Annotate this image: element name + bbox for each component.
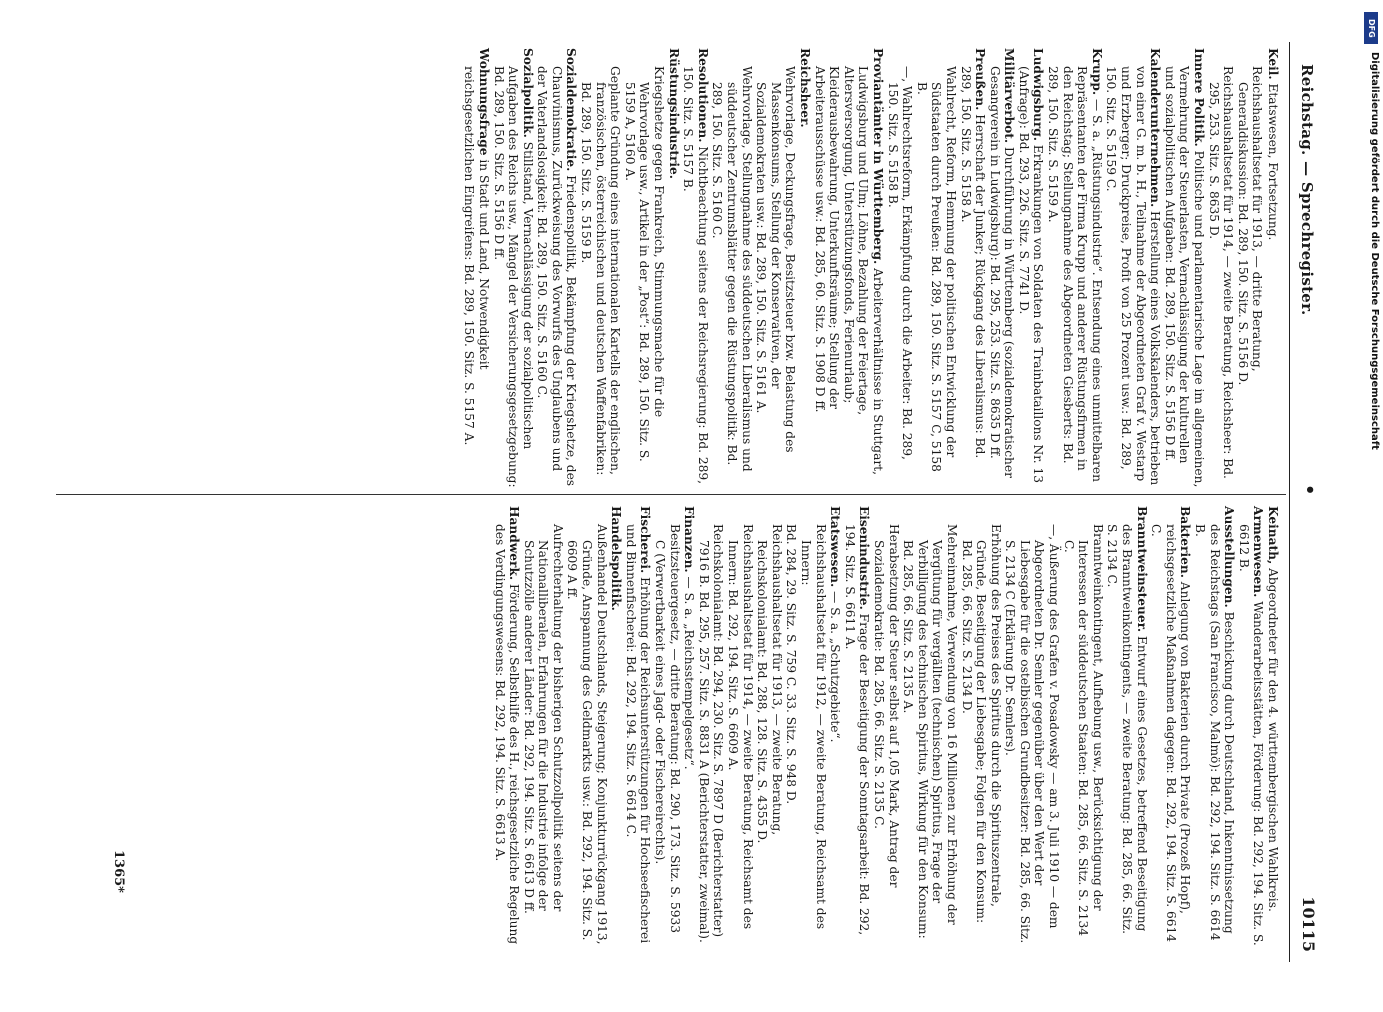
entry-text: Entwurf eines Gesetzes, betreffend Beseitigung des Branntweinkontingents, — zweite Beratung: Bd. 285, 66. Sitz. S. 2134 C. [1105, 524, 1149, 935]
register-entry [784, 506, 799, 946]
left-column [462, 48, 1280, 488]
entry-text: Kriegshetze gegen Frankreich, Stimmungsmache für die Wehrvorlage usw., Artikel in der „Post“: Bd. 289, 150. Sitz. S. 5159 A, 5160 A. [622, 66, 667, 462]
entry-keyword: Proviantämter in Württemberg. [870, 48, 885, 265]
register-entry [1265, 48, 1280, 488]
column-divider [56, 494, 1286, 495]
entry-text: Reichshaushaltsetat für 1914, — zweite Beratung, Reichsamt des Innern: Bd. 292, 194. Sitz. S. 6609 A. [726, 524, 755, 930]
footer-number: 1365* [111, 850, 126, 893]
entry-keyword: Armenwesen. [1251, 506, 1266, 598]
right-column [492, 506, 1280, 946]
register-entry [1149, 506, 1193, 946]
entry-text: Reichshaushaltsetat für 1913, — zweite Beratung, Reichskolonialamt: Bd. 288, 128. Sitz. S. 4355 D. [755, 524, 784, 844]
entry-text: Abgeordneter für den 4. württembergischen Wahlkreis. [1266, 564, 1280, 912]
entry-keyword: Innere Politik. [1192, 48, 1207, 147]
header-ornament: • [1299, 484, 1320, 496]
register-entry [725, 506, 754, 946]
entry-keyword: Reichsheer. [798, 48, 812, 128]
entry-text: Beschickung durch Deutschland, Inkenntnissetzung des Reichstags (San Francisco, Malmö): Bd. 292, 194. Sitz. S. 6614 B. [1193, 524, 1237, 941]
register-entry [1003, 506, 1061, 946]
side-strip [1364, 12, 1380, 992]
register-entry [1162, 48, 1206, 488]
rotated-register-page [54, 42, 1324, 962]
entry-keyword: Etatswesen. [828, 506, 843, 588]
entry-text: — S. a. „Rüstungsindustrie“. Entsendung eines unmittelbaren Repräsentanten der Firma Krupp und anderer Rüstungsfirmen in den Reichstag; Stellungnahme des Abgeordneten Giesberts: Bd. 289, 150. Sitz. S. 5159 A. [1046, 66, 1104, 482]
register-entry [682, 506, 697, 946]
register-entry [535, 48, 579, 488]
register-entry [609, 506, 624, 946]
register-entry [958, 48, 987, 488]
entry-keyword: Kalenderunternehmen. [1148, 48, 1163, 208]
entry-keyword: Keil. [1266, 48, 1280, 80]
entry-keyword: Handelspolitik. [609, 506, 624, 611]
register-entry [828, 506, 843, 946]
register-entry [797, 48, 812, 488]
register-entry [959, 506, 1003, 946]
register-entry [666, 48, 681, 488]
entry-keyword: Handwerk. [507, 506, 522, 581]
entry-text: Erhöhung des Preises des Spiritus durch die Spirituszentrale, Gründe, Beseitigung der Liebesgabe; Folgen für den Konsum: Bd. 285, 66. Sitz. S. 2134 D. [959, 524, 1003, 924]
entry-keyword: Preußen. [973, 48, 988, 111]
register-entry [710, 48, 754, 488]
entry-keyword: Sozialdemokratie. [564, 48, 579, 172]
entry-text: Wahlrecht, Reform, Hemmung der politischen Entwicklung der Südstaaten durch Preußen: Bd. 289, 150. Sitz. S. 5157 C, 5158 B. [914, 66, 958, 472]
register-entry [871, 506, 900, 946]
entry-keyword: Sozialpolitik. [520, 48, 535, 138]
register-entry [492, 506, 521, 946]
register-entry [1046, 48, 1104, 488]
entry-keyword: Ausstellungen. [1222, 506, 1237, 608]
funding-note: Digitalisierung gefördert durch die Deutsche Forschungsgemeinschaft [1369, 52, 1380, 450]
register-entry [1236, 506, 1265, 946]
entry-text: Herstellung eines Volkskalenders, betrieben von einer G. m. b. H., Teilnahme der Abgeordneten Graf v. Westarp und Erzberger; Druckpreise, Profit von 25 Prozent usw.: Bd. 289, 150. Sitz. S. 5159 C. [1104, 66, 1163, 486]
entry-keyword: Militärverbot. [1002, 48, 1017, 144]
register-entry [885, 48, 914, 488]
register-entry [1016, 48, 1045, 488]
entry-text: Anlegung von Bakterien durch Private (Prozeß Hopf), reichsgesetzliche Maßnahmen dagegen: Bd. 292, 194. Sitz. S. 6614 C. [1149, 524, 1193, 943]
entry-keyword: Finanzen. [682, 506, 697, 573]
entry-text: — S. a. „Reichsstempelgesetz“. [682, 572, 697, 770]
entry-text: Friedenspolitik, Bekämpfung der Kriegshetze, des Chauvinismus, Zurückweisung des Vorwurfs des Unglaubens und der Vaterlandslosigkeit: Bd. 289, 150. Sitz. S. 5160 C. [535, 66, 579, 487]
entry-keyword: Eisenindustrie. [857, 506, 872, 610]
register-entry [565, 506, 609, 946]
register-entry [1192, 506, 1236, 946]
entry-keyword: Krupp. [1089, 48, 1104, 96]
register-entry [812, 48, 885, 488]
register-entry [754, 48, 798, 488]
register-entry [696, 506, 725, 946]
entry-text: Aufrechterhaltung der bisherigen Schutzzollpolitik seitens der Nationalliberalen, Erfahrungen für die Industrie infolge der Schutzzölle anderer Länder: Bd. 292, 194. Sitz. S. 6613 D ff. [521, 524, 565, 914]
register-entry [681, 48, 710, 488]
entry-text: Reichskolonialamt: Bd. 294, 230. Sitz. S. 7897 D (Berichterstatter) 7916 B. Bd. 295, 257. Sitz. S. 8831 A (Berichterstatter, zweimal). [696, 524, 726, 943]
entry-keyword: Ludwigsburg. [1031, 48, 1046, 142]
entry-text: —, Wahlrechtsreform, Erkämpfung durch die Arbeiter: Bd. 289, 150. Sitz. S. 5158 B. [885, 66, 915, 460]
header-title: Reichstag. — Sprechregister. [1298, 64, 1316, 316]
register-entry [1206, 48, 1235, 488]
entry-text: Besitzsteuergesetz, — dritte Beratung: Bd. 290, 173. Sitz. S. 5933 C (Verwertbarkeit eines Jagd- oder Fischereirechts). [653, 524, 682, 934]
entry-text: Mehreinnahme, Verwendung von 16 Millionen zur Erhöhung der Vergütung für vergällten (technischen) Spiritus, Frage der Verbilligung des technischen Spiritus, Wirkung für den Konsum: Bd. 285, 66. Sitz. S. 2135 A. [901, 524, 959, 939]
register-entry [755, 506, 784, 946]
entry-text: — S. a. „Schutzgebiete“. [828, 587, 843, 743]
entry-text: Förderung, Selbsthilfe des H., reichsgesetzliche Regelung des Verdingungswesens: Bd. 292, 194. Sitz. S. 6613 A. [492, 524, 522, 945]
register-entry [1104, 48, 1162, 488]
entry-text: Erhöhung der Reichsunterstützungen für Hochseefischerei und Binnenfischerei: Bd. 292, 194. Sitz. S. 6614 C. [623, 524, 653, 944]
entry-text: Etatswesen, Fortsetzung. [1266, 79, 1280, 241]
entry-text: Reichshaushaltsetat für 1913, — dritte Beratung, Generaldiskussion: Bd. 289, 150. Sitz. S. 5156 D. [1235, 66, 1265, 386]
register-entry [622, 48, 666, 488]
entry-text: Außenhandel Deutschlands, Steigerung; Konjunkturrückgang 1913, Gründe, Anspannung des Geldmarkts usw.: Bd. 292, 194. Sitz. S. 6609 A ff. [565, 524, 609, 945]
entry-text: Wehrvorlage, Deckungsfrage, Besitzsteuer bzw. Belastung des Massenkonsums, Stellung der Konservativen, der Sozialdemokraten usw.: Bd. 289, 150. Sitz. S. 5161 A. [754, 66, 798, 453]
entry-text: Herrschaft der Junker; Rückgang des Liberalismus: Bd. 289, 150. Sitz. S. 5158 A. [958, 66, 988, 459]
register-entry [579, 48, 623, 488]
page-header [1289, 42, 1324, 962]
register-entry [987, 48, 1016, 488]
entry-text: Reichshaushaltsetat für 1914, — zweite Beratung, Reichsheer: Bd. 295, 253. Sitz. S. 8635 D. [1206, 66, 1236, 479]
entry-text: Politische und parlamentarische Lage im allgemeinen, Vermehrung der Steuerlasten, Vernachlässigung der kulturellen und sozialpolitischen Aufgaben: Bd. 289, 150. Sitz. S. 5156 D ff. [1162, 66, 1207, 488]
entry-keyword: Bakterien. [1178, 506, 1193, 578]
register-entry [914, 48, 958, 488]
page-number: 10115 [1299, 896, 1318, 952]
entry-text: Reichshaushaltsetat für 1912, — zweite Beratung, Reichsamt des Innern: [799, 524, 828, 930]
register-entry [462, 48, 491, 488]
register-entry [1105, 506, 1149, 946]
entry-text: Wanderarbeitsstätten, Förderung: Bd. 292, 194. Sitz. S. 6612 B. [1236, 524, 1266, 946]
entry-text: Durchführung in Württemberg (sozialdemokratischer Gesangverein in Ludwigsburg): Bd. 295, 253. Sitz. S. 8635 D ff. [987, 66, 1017, 478]
register-entry [842, 506, 871, 946]
entry-text: Erkrankungen von Soldaten des Trainbataillons Nr. 13 (Anfrage): Bd. 293, 226. Sitz. S. 7741 D. [1016, 66, 1046, 483]
entry-text: Stillstand, Vernachlässigung der sozialpolitischen Aufgaben des Reichs usw., Mängel der Versicherungsgesetzgebung: Bd. 289, 150. Sitz. S. 5156 D ff. [491, 66, 535, 488]
register-entry [521, 506, 565, 946]
entry-text: Wehrvorlage, Stellungnahme des süddeutschen Liberalismus und süddeutscher Zentrumsblätter gegen die Rüstungspolitik: Bd. 289, 150. Sitz. S. 5160 C. [710, 66, 754, 472]
entry-text: —, Äußerung des Grafen v. Posadowsky — am 3. Juli 1910 — dem Abgeordneten Dr. Semler gegenüber über den Wert der Liebesgabe für die ostelbischen Grundbesitzer: Bd. 285, 66. Sitz. S. 2134 C (Erklärung Dr. Semlers). [1003, 524, 1062, 944]
entry-text: in Stadt und Land, Notwendigkeit reichsgesetzlichen Eingreifens: Bd. 289, 150. Sitz. S. 5157 A. [462, 66, 491, 446]
register-entry [491, 48, 535, 488]
register-entry [1235, 48, 1264, 488]
entry-text: Bd. 284, 29. Sitz. S. 759 C. 33. Sitz. S. 948 D. [784, 524, 799, 805]
register-entry [623, 506, 652, 946]
entry-text: Nichtbeachtung seitens der Reichsregierung: Bd. 289, 150. Sitz. S. 5157 B. [681, 66, 710, 485]
register-entry [1265, 506, 1280, 946]
register-entry [798, 506, 827, 946]
entry-text: Branntweinkontingent, Aufhebung usw., Berücksichtigung der Interessen der süddeutschen Staaten: Bd. 285, 66. Sitz. S. 2134 C. [1061, 524, 1105, 936]
entry-text: Herabsetzung der Steuer selbst auf 1,05 Mark, Antrag der Sozialdemokratie: Bd. 285, 66. Sitz. S. 2135 C. [871, 524, 901, 888]
entry-keyword: Branntweinsteuer. [1134, 506, 1149, 633]
dfg-logo: DFG [1364, 12, 1378, 44]
entry-keyword: Wohnungsfrage [476, 48, 491, 156]
register-entry [652, 506, 681, 946]
entry-keyword: Rüstungsindustrie. [666, 48, 681, 179]
register-entry [901, 506, 959, 946]
register-entry [1061, 506, 1105, 946]
entry-text: Frage der Beseitigung der Sonntagsarbeit: Bd. 292, 194. Sitz. S. 6611 A. [842, 524, 872, 936]
entry-text: Arbeiterverhältnisse in Stuttgart, Ludwigsburg und Ulm; Löhne, Bezahlung der Feiertage, Altersversorgung, Unterstützungsfonds, Ferienurlaub; Kleiderausbewahrung, Unterkunftsräume; Stellung der Arbeiterausschüsse usw.: Bd. 285, 60. Sitz. S. 1908 D ff. [812, 66, 885, 475]
entry-text: Geplante Gründung eines internationalen Kartells der englischen, französischen, österreichischen und deutschen Waffenfabriken: Bd. 289, 150. Sitz. S. 5159 B. [579, 66, 623, 476]
entry-keyword: Keinath, [1266, 506, 1280, 565]
entry-keyword: Resolutionen. [695, 48, 710, 143]
entry-keyword: Fischerei. [638, 506, 653, 574]
